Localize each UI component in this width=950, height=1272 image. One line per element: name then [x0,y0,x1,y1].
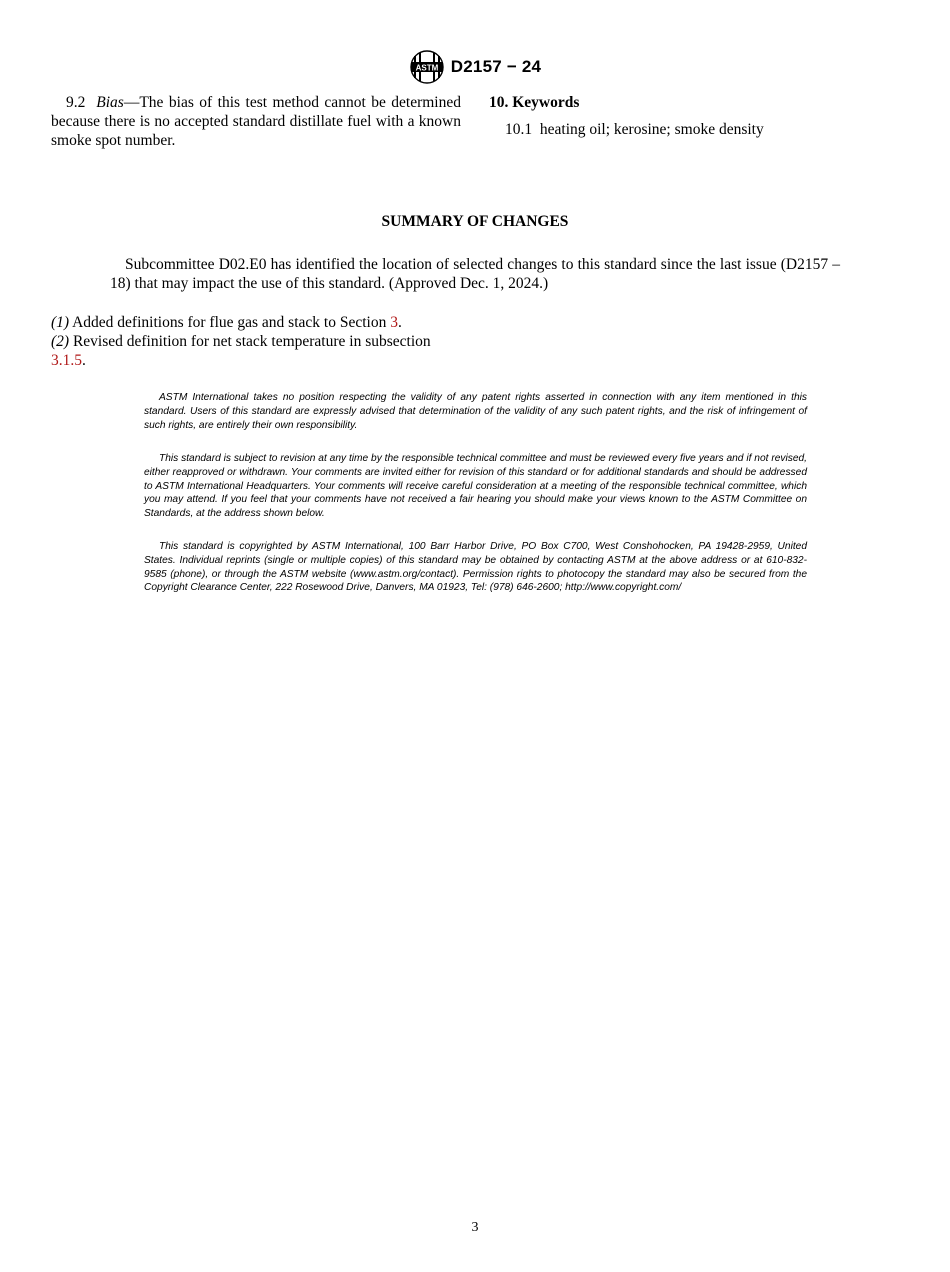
section-10-keywords [489,93,899,139]
bias-paragraph [51,93,461,150]
term-bias: Bias [96,94,124,111]
page-number: 3 [471,1220,479,1235]
keywords-heading: 10. Keywords [489,94,580,111]
item-end: . [397,314,402,331]
summary-paragraph: Subcommittee D02.E0 has identified the location of selected changes to this standard since the last issue (D2157 – 18) that may impact the use of this standard. (Approved Dec. 1, 2024.) [110,256,840,292]
copyright-notice-text: This standard is copyrighted by ASTM International, 100 Barr Harbor Drive, PO Box C700, West Conshohocken, PA 19428-2959, United States. Individual reprints (single or multiple copies) of this standard may be obtained by contacting ASTM at the above address or at 610-832-9585 (phone), or through the ASTM website (www.astm.org/contact). Permission rights to photocopy the standard may also be secured from the Copyright Clearance Center, 222 Rosewood Drive, Danvers, MA 01923, Tel: (978) 646-2600; http://www.copyright.com/ [144,541,807,594]
section-3-link[interactable]: 3 [390,314,398,331]
svg-text:ASTM: ASTM [415,63,439,73]
document-id: D2157 − 24 [450,57,542,76]
item-text: Revised definition for net stack temperature in subsection [69,333,431,350]
subsection-3-1-5-link[interactable]: 3.1.5 [51,352,82,369]
item-text: Added definitions for flue gas and stack to Section [69,314,391,331]
revision-notice-text: This standard is subject to revision at any time by the responsible technical committee and must be reviewed every five years and if not revised, either reapproved or withdrawn. Your comments are invited either for revision of this standard or for additional standards and should be addressed to ASTM International Headquarters. Your comments will receive careful consideration at a meeting of the responsible technical committee, which you may attend. If you feel that your comments have not received a fair hearing you should make your views known to the ASTM Committee on Standards, at the address shown below. [144,453,807,520]
patent-notice-text: ASTM International takes no position respecting the validity of any patent rights asserted in connection with any item mentioned in this standard. Users of this standard are expressly advised that determination of the validity of any such patent rights, and the risk of infringement of such rights, are entirely their own responsibility. [144,392,807,431]
revision-notice [144,452,807,521]
changes-list [51,313,461,370]
item-number: (1) [51,314,70,331]
list-item [51,332,461,370]
summary-of-changes-title: SUMMARY OF CHANGES [381,213,569,230]
keywords-text: heating oil; kerosine; smoke density [539,121,764,138]
para-number: 10.1 [505,121,533,138]
section-9-bias [51,93,461,150]
summary-of-changes-text [110,255,840,293]
list-item [51,313,461,332]
keywords-paragraph [489,120,899,139]
astm-logo-icon [409,50,445,84]
para-number: 9.2 [66,94,86,111]
item-end: . [82,352,86,369]
copyright-notice [144,540,807,595]
item-number: (2) [51,333,70,350]
page-header [0,50,950,84]
patent-notice [144,391,807,432]
bias-text: —The bias of this test method cannot be determined because there is no accepted standard distillate fuel with a known smoke spot number. [51,94,461,149]
